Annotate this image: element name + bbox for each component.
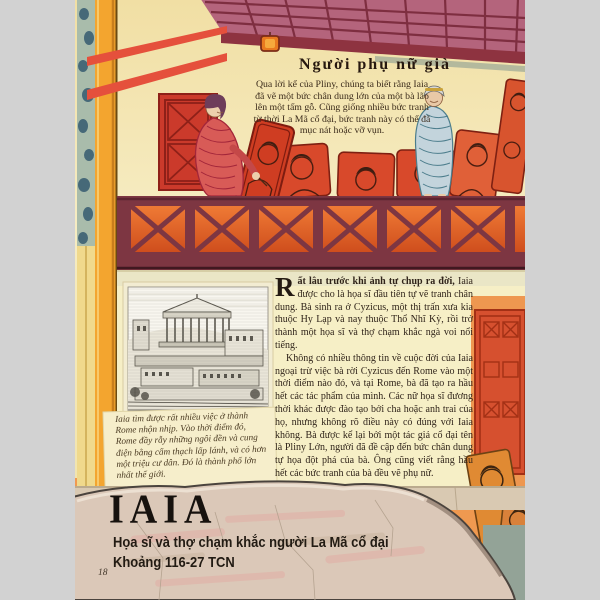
red-door-right [475,310,525,474]
spotted-column [77,0,95,490]
article-paragraph-2: Không có nhiều thông tin về cuộc đời của Iaia ngoại trừ việc bà rời Cyzicus đến Rome vào một thời điểm nào đó, và tại Rome, bà đã tạo ra hầu hết các tác phẩm của mình. Các nữ họa sĩ đương thời khác được đào tạo bởi cha hoặc anh trai của họ, nhưng không rõ điều này có đúng với Iaia không. Bà được kể lại bởi một tác giả cổ đại tên là Pliny Lớn, người đã đề cập đến bức chân dung tự họa đột phá của bà. Ông cũng viết rằng hầu hết các bức tranh của bà đều vẽ phụ nữ. [275,352,473,479]
portrait-panel [337,152,395,200]
article-paragraph-1-rest: Iaia được cho là họa sĩ đầu tiên tự vẽ tranh chân dung. Bà sinh ra ở Cyzicus, một thị trấn xưa kia thuộc Hy Lạp và nay thuộc Thổ Nhĩ Kỳ, rồi trở thành một họa sĩ và thợ chạm khắc ngà voi nổi tiếng. [275,276,473,351]
article-body [275,272,473,481]
subject-period: Khoảng 116-27 TCN [113,554,235,571]
balcony-truss [117,196,525,270]
subject-role: Họa sĩ và thợ chạm khắc người La Mã cổ đại [113,534,389,551]
drop-cap: R [275,272,295,302]
rome-engraving [123,282,273,422]
article-lead: ất lâu trước khi ảnh tự chụp ra đời, [297,276,455,287]
callout-title: Người phụ nữ già [298,56,452,73]
callout-text: Qua lời kể của Pliny, chúng ta biết rằng Iaia đã vẽ một bức chân dung lớn của một bà lão lên một tấm gỗ. Cũng giống nhiều bức tranh từ thời La Mã cổ đại, bức tranh này có thể đã mục nát hoặc vỡ vụn. [253,79,431,136]
article-paragraph-1 [275,272,473,353]
subject-name-heading: IAIA [109,487,218,533]
figure-caption: Iaia tìm được rất nhiều việc ở thành Rome nhộn nhịp. Vào thời điểm đó, Rome đầy rẫy những ngôi đền và cung điện bằng cẩm thạch lấp lánh, và có hơn một triệu cư dân. Đó là thành phố lớn nhất thế giới. [115,410,267,480]
page-number: 18 [98,568,108,578]
page [75,0,525,600]
